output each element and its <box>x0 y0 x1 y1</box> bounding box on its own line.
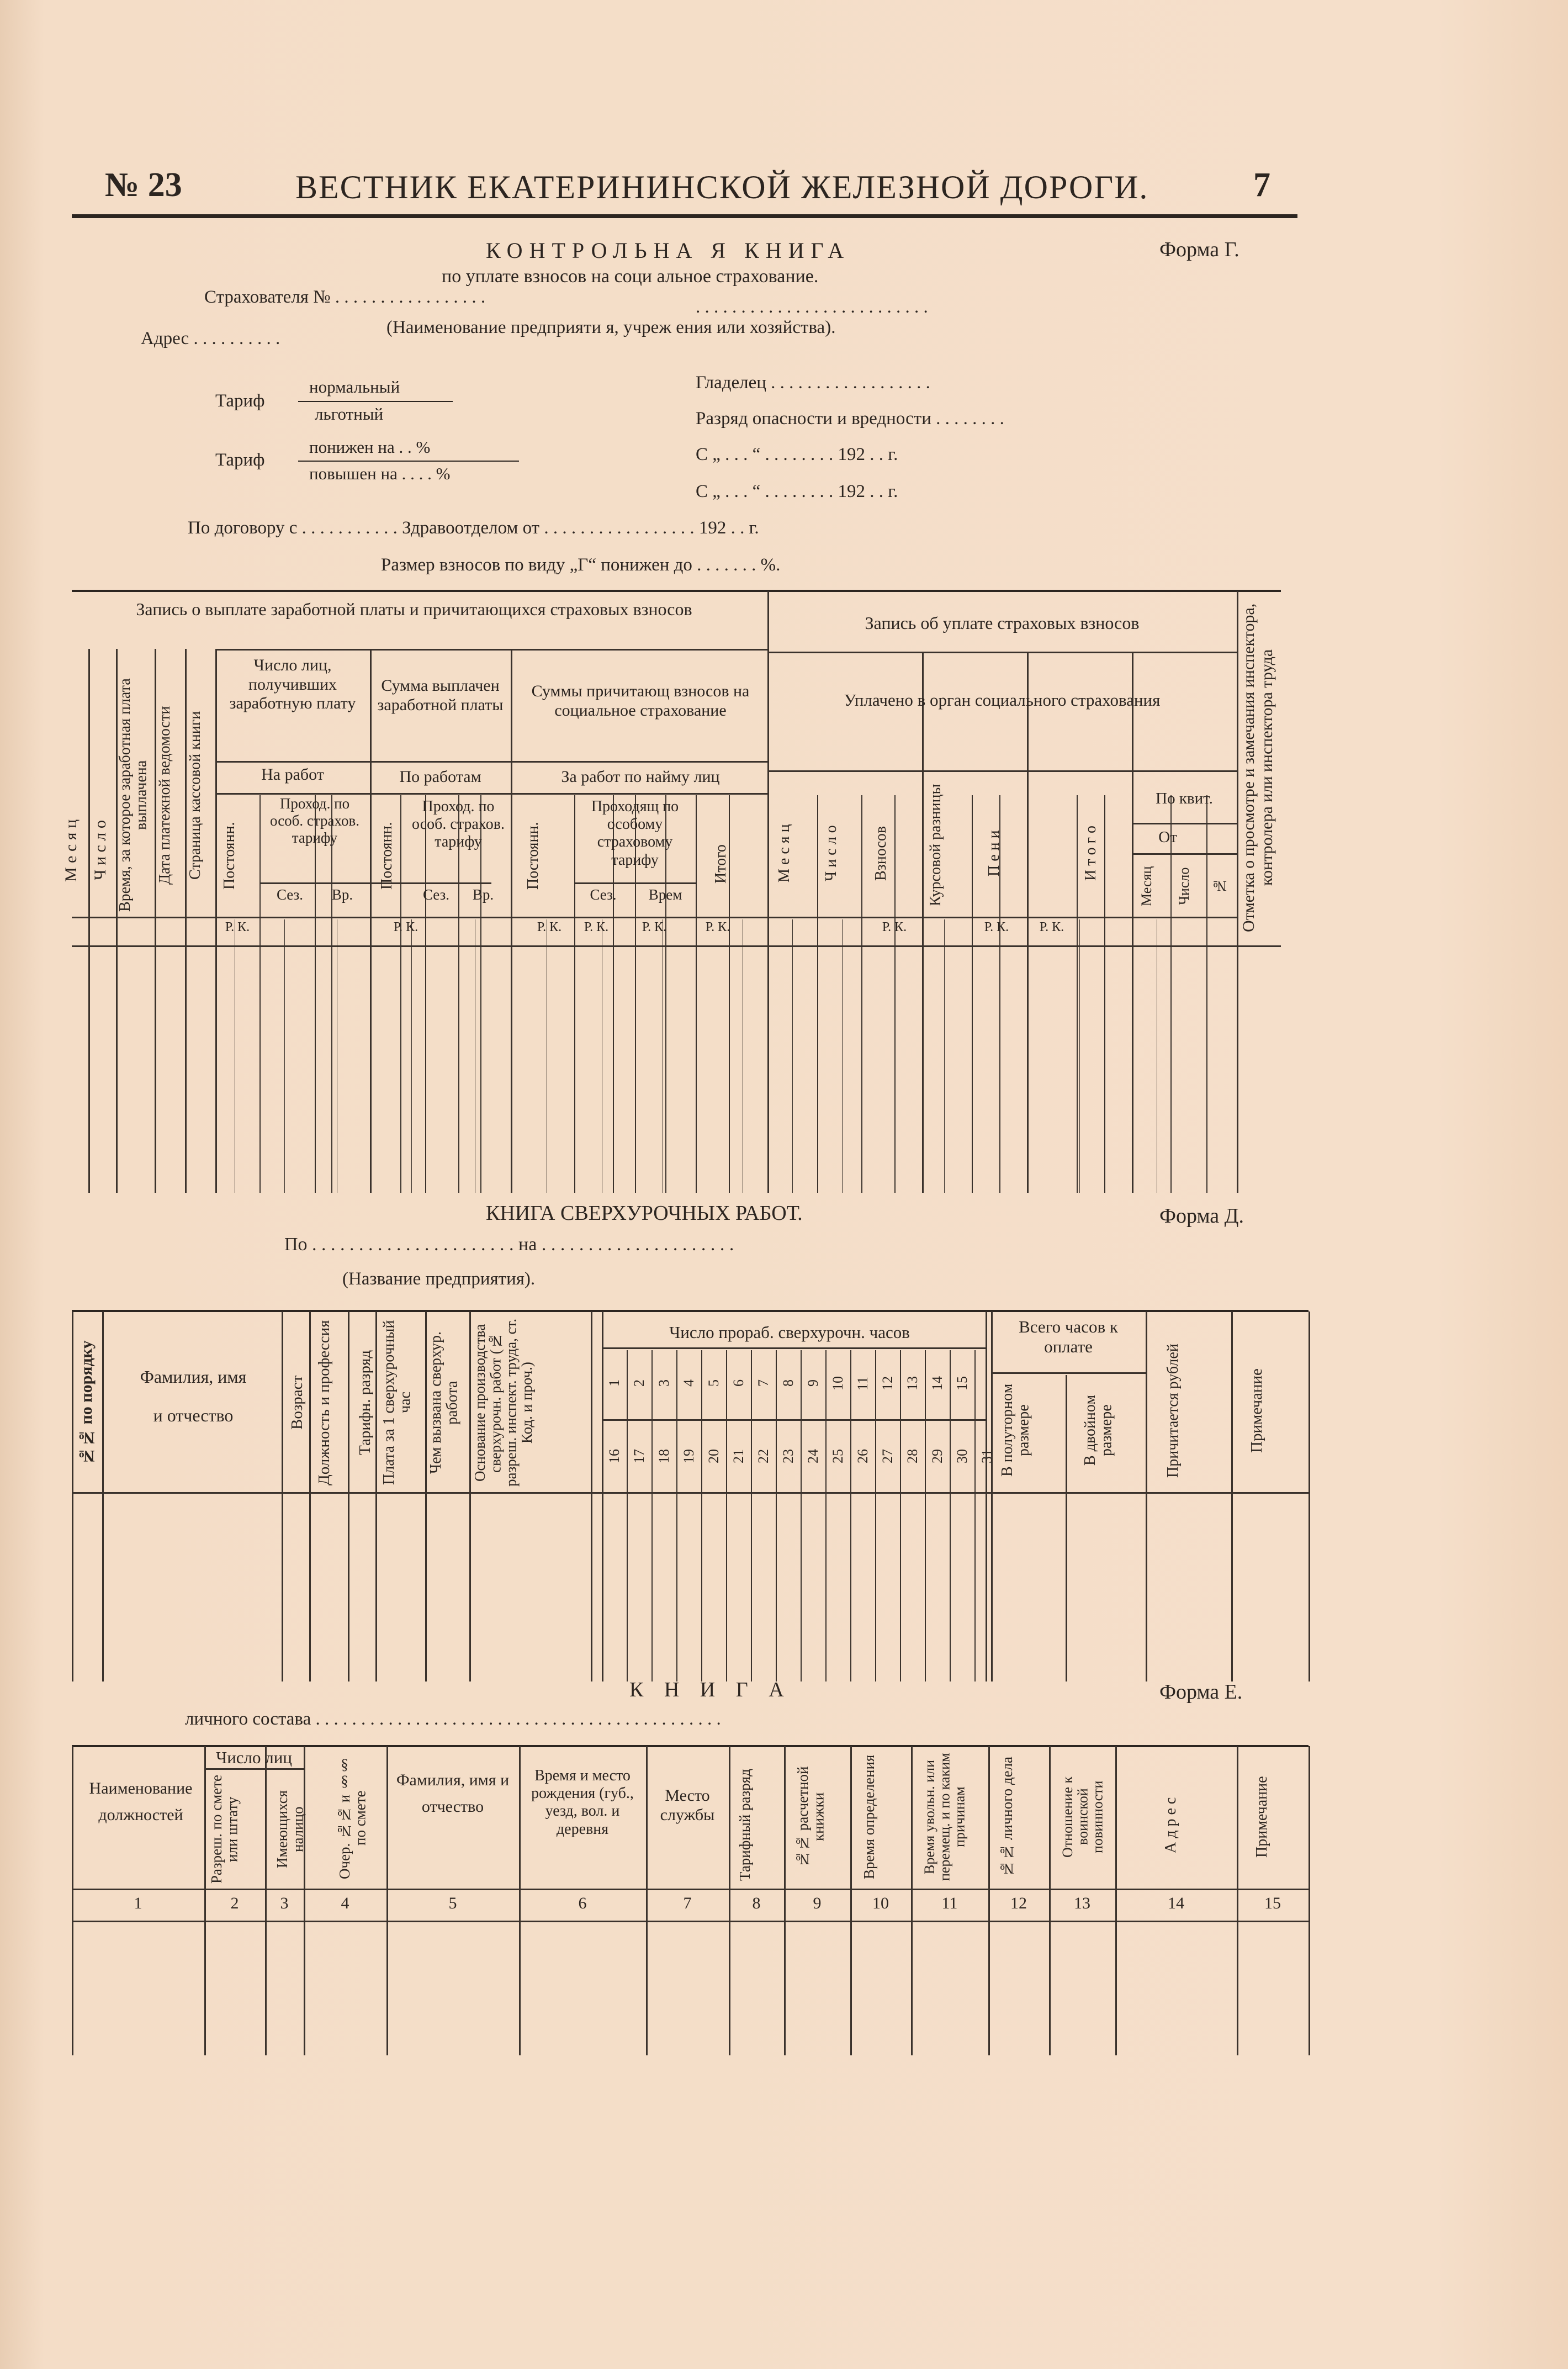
table-line <box>458 795 459 1193</box>
day-top-12: 12 <box>880 1376 896 1390</box>
table-g-r-day: Ч и с л о <box>823 825 840 881</box>
table-g-period: Время, за которое заработная плата выплачена <box>116 678 150 912</box>
table-e-c7: Место службы <box>660 1786 715 1824</box>
table-g-r-total: И т о г о <box>1082 826 1099 881</box>
table-g-total: Итого <box>712 844 729 884</box>
table-g-temp-1: Вр. <box>331 886 353 903</box>
table-g-header-bottom <box>72 945 1281 947</box>
table-d-c11: Причитается рублей <box>1164 1344 1182 1478</box>
rk-label: Р. К. <box>882 920 907 934</box>
table-e-header-bottom <box>72 1889 1309 1890</box>
table-line <box>411 919 412 1193</box>
tariff-label-1: Тариф <box>215 391 265 411</box>
table-d-c10a: В полуторном размере <box>999 1383 1032 1477</box>
table-g-vline <box>767 591 769 1193</box>
day-bottom-24: 24 <box>805 1449 821 1464</box>
table-line <box>602 1347 986 1349</box>
table-g-month: М е с я ц <box>62 819 80 882</box>
table-d-c1: №№ по порядку <box>77 1340 96 1465</box>
day-top-13: 13 <box>904 1376 920 1390</box>
owner-line: Гладелец . . . . . . . . . . . . . . . . . . <box>696 373 930 393</box>
col-num-15: 15 <box>1264 1894 1281 1912</box>
table-e-c8: Тарифный разряд <box>737 1769 753 1881</box>
table-g-vline <box>1027 652 1029 1193</box>
table-g-rule <box>1132 823 1237 824</box>
table-e-c12: №№ личного дела <box>999 1756 1015 1878</box>
table-e-nums-bottom <box>72 1921 1309 1922</box>
table-g-vline <box>1237 591 1238 1193</box>
day-bottom-22: 22 <box>755 1449 771 1464</box>
col-num-6: 6 <box>578 1894 587 1912</box>
tariff-fraction-1 <box>298 401 453 402</box>
table-line <box>480 795 481 1193</box>
table-g-vline <box>1132 652 1133 1193</box>
table-line <box>986 1312 987 1681</box>
table-line <box>1049 1746 1051 2055</box>
table-line <box>751 1350 752 1681</box>
day-top-1: 1 <box>606 1379 622 1387</box>
table-g-passing-3: Проходящ по особому страховому тарифу <box>591 798 679 869</box>
table-g-passing-1: Проход. по особ. страхов. тарифу <box>270 795 359 847</box>
form-g-label: Форма Г. <box>1159 238 1239 261</box>
table-g-receipt: По квит. <box>1156 790 1213 807</box>
form-d-by: По . . . . . . . . . . . . . . . . . . . . . . на . . . . . . . . . . . . . . . . . . . . . <box>284 1234 734 1255</box>
table-line <box>1146 1312 1147 1681</box>
table-g-rule <box>767 770 1237 772</box>
table-g-paid: Уплачено в орган социального страхования <box>844 690 1161 710</box>
table-g-contrib: Суммы причитающ взносов на социальное страхование <box>531 682 750 720</box>
table-line <box>72 1312 73 1681</box>
table-line <box>701 1350 702 1681</box>
form-d-title: КНИГА СВЕРХУРОЧНЫХ РАБОТ. <box>486 1202 803 1225</box>
rk-label: Р. К. <box>584 920 609 934</box>
table-d-header-bottom <box>72 1492 1309 1494</box>
table-line <box>1309 1312 1310 1681</box>
table-g-r-no: № <box>1212 878 1228 895</box>
table-g-top <box>72 590 1281 592</box>
day-top-14: 14 <box>929 1376 945 1390</box>
table-d-c5: Тарифн. разряд <box>356 1350 374 1456</box>
table-e-c6: Время и место рождения (губ., уезд, вол. и деревня <box>531 1767 634 1838</box>
table-e-rule <box>204 1768 304 1770</box>
table-e-c3: Имеющихся налицо <box>274 1790 306 1869</box>
table-g-page: Страница кассовой книги <box>187 711 204 880</box>
page-number: 7 <box>1253 166 1270 204</box>
table-g-vline <box>511 649 512 1193</box>
table-line <box>425 795 426 1193</box>
table-g-r-fine: П е н и <box>986 830 1003 876</box>
table-g-seas-2: Сез. <box>422 886 450 903</box>
table-g-rule <box>215 761 767 763</box>
rk-label: Р. К. <box>537 920 562 934</box>
table-line <box>1309 1746 1310 2055</box>
form-e-title: К Н И Г А <box>629 1678 792 1701</box>
day-bottom-21: 21 <box>730 1449 746 1464</box>
table-line <box>602 1312 603 1681</box>
table-line <box>591 1312 592 1681</box>
table-g-count: Число лиц, получивших заработную плату <box>229 656 356 712</box>
table-line <box>627 1350 628 1681</box>
table-g-on-work-3: За работ по найму лиц <box>561 768 720 786</box>
table-line <box>825 1350 827 1681</box>
table-g-on-work-1: На работ <box>261 765 324 784</box>
table-e-c15: Примечание <box>1253 1776 1270 1858</box>
table-g-rule <box>215 649 767 651</box>
table-e-c4: Очер. №№ и §§ по смете <box>336 1757 369 1879</box>
insurer-dots: . . . . . . . . . . . . . . . . . . . . . . . . . . <box>696 297 928 317</box>
table-g-r-day2: Число <box>1176 867 1192 906</box>
table-e-c11: Время увольн. или перемещ. и по каким причинам <box>921 1753 968 1881</box>
table-e-c9: №№ расчетной книжки <box>794 1766 827 1868</box>
date-from-1: С „ . . . “ . . . . . . . . 192 . . г. <box>696 445 898 464</box>
table-d-c10b: В двойном размере <box>1082 1394 1115 1466</box>
day-bottom-23: 23 <box>780 1449 796 1464</box>
table-d-c8: Основание производства сверхурочн. работ (№ разреш. инспект. труда, ст. Код. и проч.) <box>472 1318 536 1487</box>
table-line <box>861 795 862 1193</box>
day-top-15: 15 <box>954 1376 970 1390</box>
table-g-rule <box>72 917 1237 918</box>
table-d-c7: Чем вызвана сверхур. работа <box>427 1331 461 1474</box>
table-line <box>900 1350 901 1681</box>
col-num-1: 1 <box>134 1894 142 1912</box>
table-g-r-rate: Курсовой разницы <box>927 784 944 906</box>
table-e-c2: Разреш. по смете или штату <box>208 1775 241 1884</box>
table-line <box>894 795 896 1193</box>
tariff-fraction-2 <box>298 461 519 462</box>
table-line <box>1206 795 1207 1193</box>
col-num-12: 12 <box>1010 1894 1027 1912</box>
rk-label: Р. К. <box>642 920 667 934</box>
day-bottom-19: 19 <box>681 1449 697 1464</box>
enterprise-hint: (Наименование предприяти я, учреж ения или хозяйства). <box>386 318 836 337</box>
tariff-lowered: понижен на . . % <box>309 437 431 457</box>
table-g-rule <box>215 793 767 795</box>
table-g-note-col: Отметка о просмотре и замечания инспектора, контролера или инспектора труда <box>1239 603 1276 932</box>
table-line <box>425 1312 427 1681</box>
table-line <box>875 1350 876 1681</box>
col-num-13: 13 <box>1074 1894 1090 1912</box>
table-line <box>850 1746 852 2055</box>
table-line <box>842 919 843 1193</box>
table-g-temp-3: Врем <box>648 886 682 903</box>
table-e-count: Число лиц <box>216 1748 292 1767</box>
contract-line: По договору с . . . . . . . . . . . Здравоотделом от . . . . . . . . . . . . . . . . . 192 . . г. <box>188 518 759 538</box>
table-g-seas-1: Сез. <box>276 886 304 903</box>
table-line <box>696 795 697 1193</box>
table-g-on-work-2: По работам <box>399 768 481 786</box>
table-line <box>651 1350 653 1681</box>
table-e-c1: Наименование должностей <box>89 1779 193 1824</box>
date-from-2: С „ . . . “ . . . . . . . . 192 . . г. <box>696 482 898 501</box>
table-line <box>950 1350 951 1681</box>
table-g-group-right: Запись об уплате страховых взносов <box>865 613 1140 633</box>
day-bottom-27: 27 <box>880 1449 896 1464</box>
size-line: Размер взносов по виду „Г“ понижен до . . . . . . . %. <box>381 555 781 575</box>
col-num-4: 4 <box>341 1894 349 1912</box>
table-g-rule <box>259 882 491 884</box>
day-bottom-25: 25 <box>830 1449 846 1464</box>
day-bottom-31: 31 <box>979 1449 995 1464</box>
day-top-5: 5 <box>706 1379 722 1387</box>
day-bottom-28: 28 <box>904 1449 920 1464</box>
journal-title: ВЕСТНИК ЕКАТЕРИНИНСКОЙ ЖЕЛЕЗНОЙ ДОРОГИ. <box>295 169 1149 205</box>
table-g-r-contrib: Взносов <box>872 826 889 881</box>
rk-label: Р. К. <box>393 920 419 934</box>
table-line <box>1104 795 1105 1193</box>
table-g-group-left: Запись о выплате заработной платы и причитающихся страховых взносов <box>136 599 692 619</box>
table-line <box>469 1312 471 1681</box>
day-top-6: 6 <box>730 1379 746 1387</box>
day-top-4: 4 <box>681 1379 697 1387</box>
table-line <box>315 795 316 1193</box>
table-d-c6: Плата за 1 сверхурочный час <box>380 1320 414 1485</box>
insurer-line: Страхователя № . . . . . . . . . . . . . . . . . <box>204 287 486 307</box>
table-line <box>676 1350 677 1681</box>
table-g-vline <box>215 649 217 1193</box>
day-top-8: 8 <box>780 1379 796 1387</box>
table-line <box>282 1312 283 1681</box>
table-line <box>911 1746 913 2055</box>
day-bottom-26: 26 <box>855 1449 871 1464</box>
header-rule <box>72 214 1297 218</box>
day-top-2: 2 <box>631 1379 647 1387</box>
table-g-vline <box>88 649 90 1193</box>
table-line <box>204 1746 206 2055</box>
tariff-label-2: Тариф <box>215 450 265 470</box>
table-g-seas-3: Сез. <box>590 886 617 903</box>
col-num-14: 14 <box>1168 1894 1184 1912</box>
form-d-hint: (Название предприятия). <box>342 1269 536 1289</box>
table-line <box>801 1350 802 1681</box>
col-num-11: 11 <box>941 1894 958 1912</box>
table-g-temp-2: Вр. <box>472 886 494 903</box>
table-g-permanent-1: Постоянн. <box>221 822 238 890</box>
table-d-c10: Всего часов к оплате <box>1019 1317 1118 1356</box>
table-g-day: Ч и с л о <box>91 820 109 881</box>
form-e-label: Форма Е. <box>1159 1680 1243 1704</box>
table-d-c4: Должность и профессия <box>315 1320 333 1485</box>
table-e-c13: Отношение к воинской повинности <box>1060 1776 1106 1858</box>
col-num-7: 7 <box>683 1894 692 1912</box>
table-g-r-month2: Месяц <box>1138 866 1154 907</box>
table-d-c2a: Фамилия, имя <box>140 1367 247 1387</box>
table-e-c5: Фамилия, имя и отчество <box>396 1771 510 1816</box>
table-line <box>784 1746 786 2055</box>
address-line: Адрес . . . . . . . . . . <box>141 329 280 348</box>
rk-label: Р. К. <box>984 920 1009 934</box>
table-g-vline <box>922 652 924 1193</box>
table-line <box>1170 795 1172 1193</box>
form-e-line: личного состава . . . . . . . . . . . . . . . . . . . . . . . . . . . . . . . . . . . . . . . . . . . . . <box>185 1709 721 1729</box>
table-line <box>646 1746 648 2055</box>
table-g-rule <box>1132 853 1237 855</box>
col-num-2: 2 <box>230 1894 239 1912</box>
table-e-c14: А д р е с <box>1162 1797 1179 1853</box>
issue-number: № 23 <box>105 166 182 204</box>
form-g-subtitle: по уплате взносов на соци альное страхование. <box>442 266 819 287</box>
form-d-label: Форма Д. <box>1159 1204 1244 1228</box>
table-g-sum: Сумма выплачен заработной платы <box>377 676 504 714</box>
table-g-rule <box>767 652 1237 653</box>
table-d-top <box>72 1310 1309 1312</box>
table-g-vline <box>370 649 372 1193</box>
table-line <box>1115 1746 1117 2055</box>
day-top-9: 9 <box>805 1379 821 1387</box>
table-line <box>991 1312 993 1681</box>
rk-label: Р. К. <box>225 920 250 934</box>
table-line <box>776 1350 777 1681</box>
table-d-c9: Число прораб. сверхурочн. часов <box>669 1323 910 1342</box>
table-line <box>1231 1312 1233 1681</box>
col-num-5: 5 <box>448 1894 457 1912</box>
table-line <box>375 1312 377 1681</box>
table-line <box>925 1350 926 1681</box>
col-num-10: 10 <box>872 1894 889 1912</box>
day-bottom-20: 20 <box>706 1449 722 1464</box>
table-g-permanent-3: Постоянн. <box>525 822 542 890</box>
table-line <box>792 919 793 1193</box>
table-line <box>1066 1375 1067 1681</box>
table-line <box>1077 795 1078 1193</box>
day-top-7: 7 <box>755 1379 771 1387</box>
day-bottom-16: 16 <box>606 1449 622 1464</box>
table-line <box>972 795 973 1193</box>
table-g-receipt-from: От <box>1158 828 1177 846</box>
table-line <box>519 1746 521 2055</box>
tariff-normal: нормальный <box>309 377 400 396</box>
form-g-title: КОНТРОЛЬНА Я КНИГА <box>486 238 851 263</box>
tariff-raised: повышен на . . . . % <box>309 464 451 483</box>
day-bottom-30: 30 <box>954 1449 970 1464</box>
col-num-8: 8 <box>752 1894 761 1912</box>
table-line <box>988 1746 990 2055</box>
table-line <box>850 1350 851 1681</box>
col-num-9: 9 <box>813 1894 822 1912</box>
table-line <box>259 795 261 1193</box>
danger-line: Разряд опасности и вредности . . . . . . . . <box>696 409 1004 429</box>
table-line <box>331 795 332 1193</box>
table-e-top <box>72 1745 1309 1747</box>
day-top-3: 3 <box>656 1379 672 1387</box>
table-line <box>974 1350 976 1681</box>
table-line <box>102 1312 104 1681</box>
rk-label: Р. К. <box>705 920 730 934</box>
table-line <box>1237 1746 1238 2055</box>
table-line <box>602 1419 986 1421</box>
table-line <box>817 795 818 1193</box>
table-g-date: Дата платежной ведомости <box>156 706 173 885</box>
day-top-11: 11 <box>855 1376 871 1390</box>
table-line <box>729 1746 730 2055</box>
table-line <box>1079 919 1080 1193</box>
table-g-permanent-2: Постоянн. <box>378 822 395 890</box>
table-e-c10: Время определения <box>861 1754 877 1879</box>
table-d-c12: Примечание <box>1248 1368 1265 1453</box>
table-g-r-month: М е с я ц <box>776 824 793 882</box>
table-d-c2b: и отчество <box>153 1405 234 1425</box>
table-g-passing-2: Проход. по особ. страхов. тарифу <box>412 798 505 851</box>
day-top-10: 10 <box>830 1376 846 1390</box>
table-line <box>72 1746 73 2055</box>
day-bottom-17: 17 <box>631 1449 647 1464</box>
day-bottom-18: 18 <box>656 1449 672 1464</box>
col-num-3: 3 <box>280 1894 289 1912</box>
tariff-reduced: льготный <box>315 404 384 424</box>
table-line <box>726 1350 727 1681</box>
rk-label: Р. К. <box>1039 920 1064 934</box>
day-bottom-29: 29 <box>929 1449 945 1464</box>
table-line <box>400 795 401 1193</box>
table-line <box>309 1312 311 1681</box>
table-d-c3: Возраст <box>288 1375 306 1430</box>
table-line <box>991 1372 1146 1374</box>
table-line <box>386 1746 388 2055</box>
table-line <box>284 919 285 1193</box>
table-line <box>944 919 945 1193</box>
